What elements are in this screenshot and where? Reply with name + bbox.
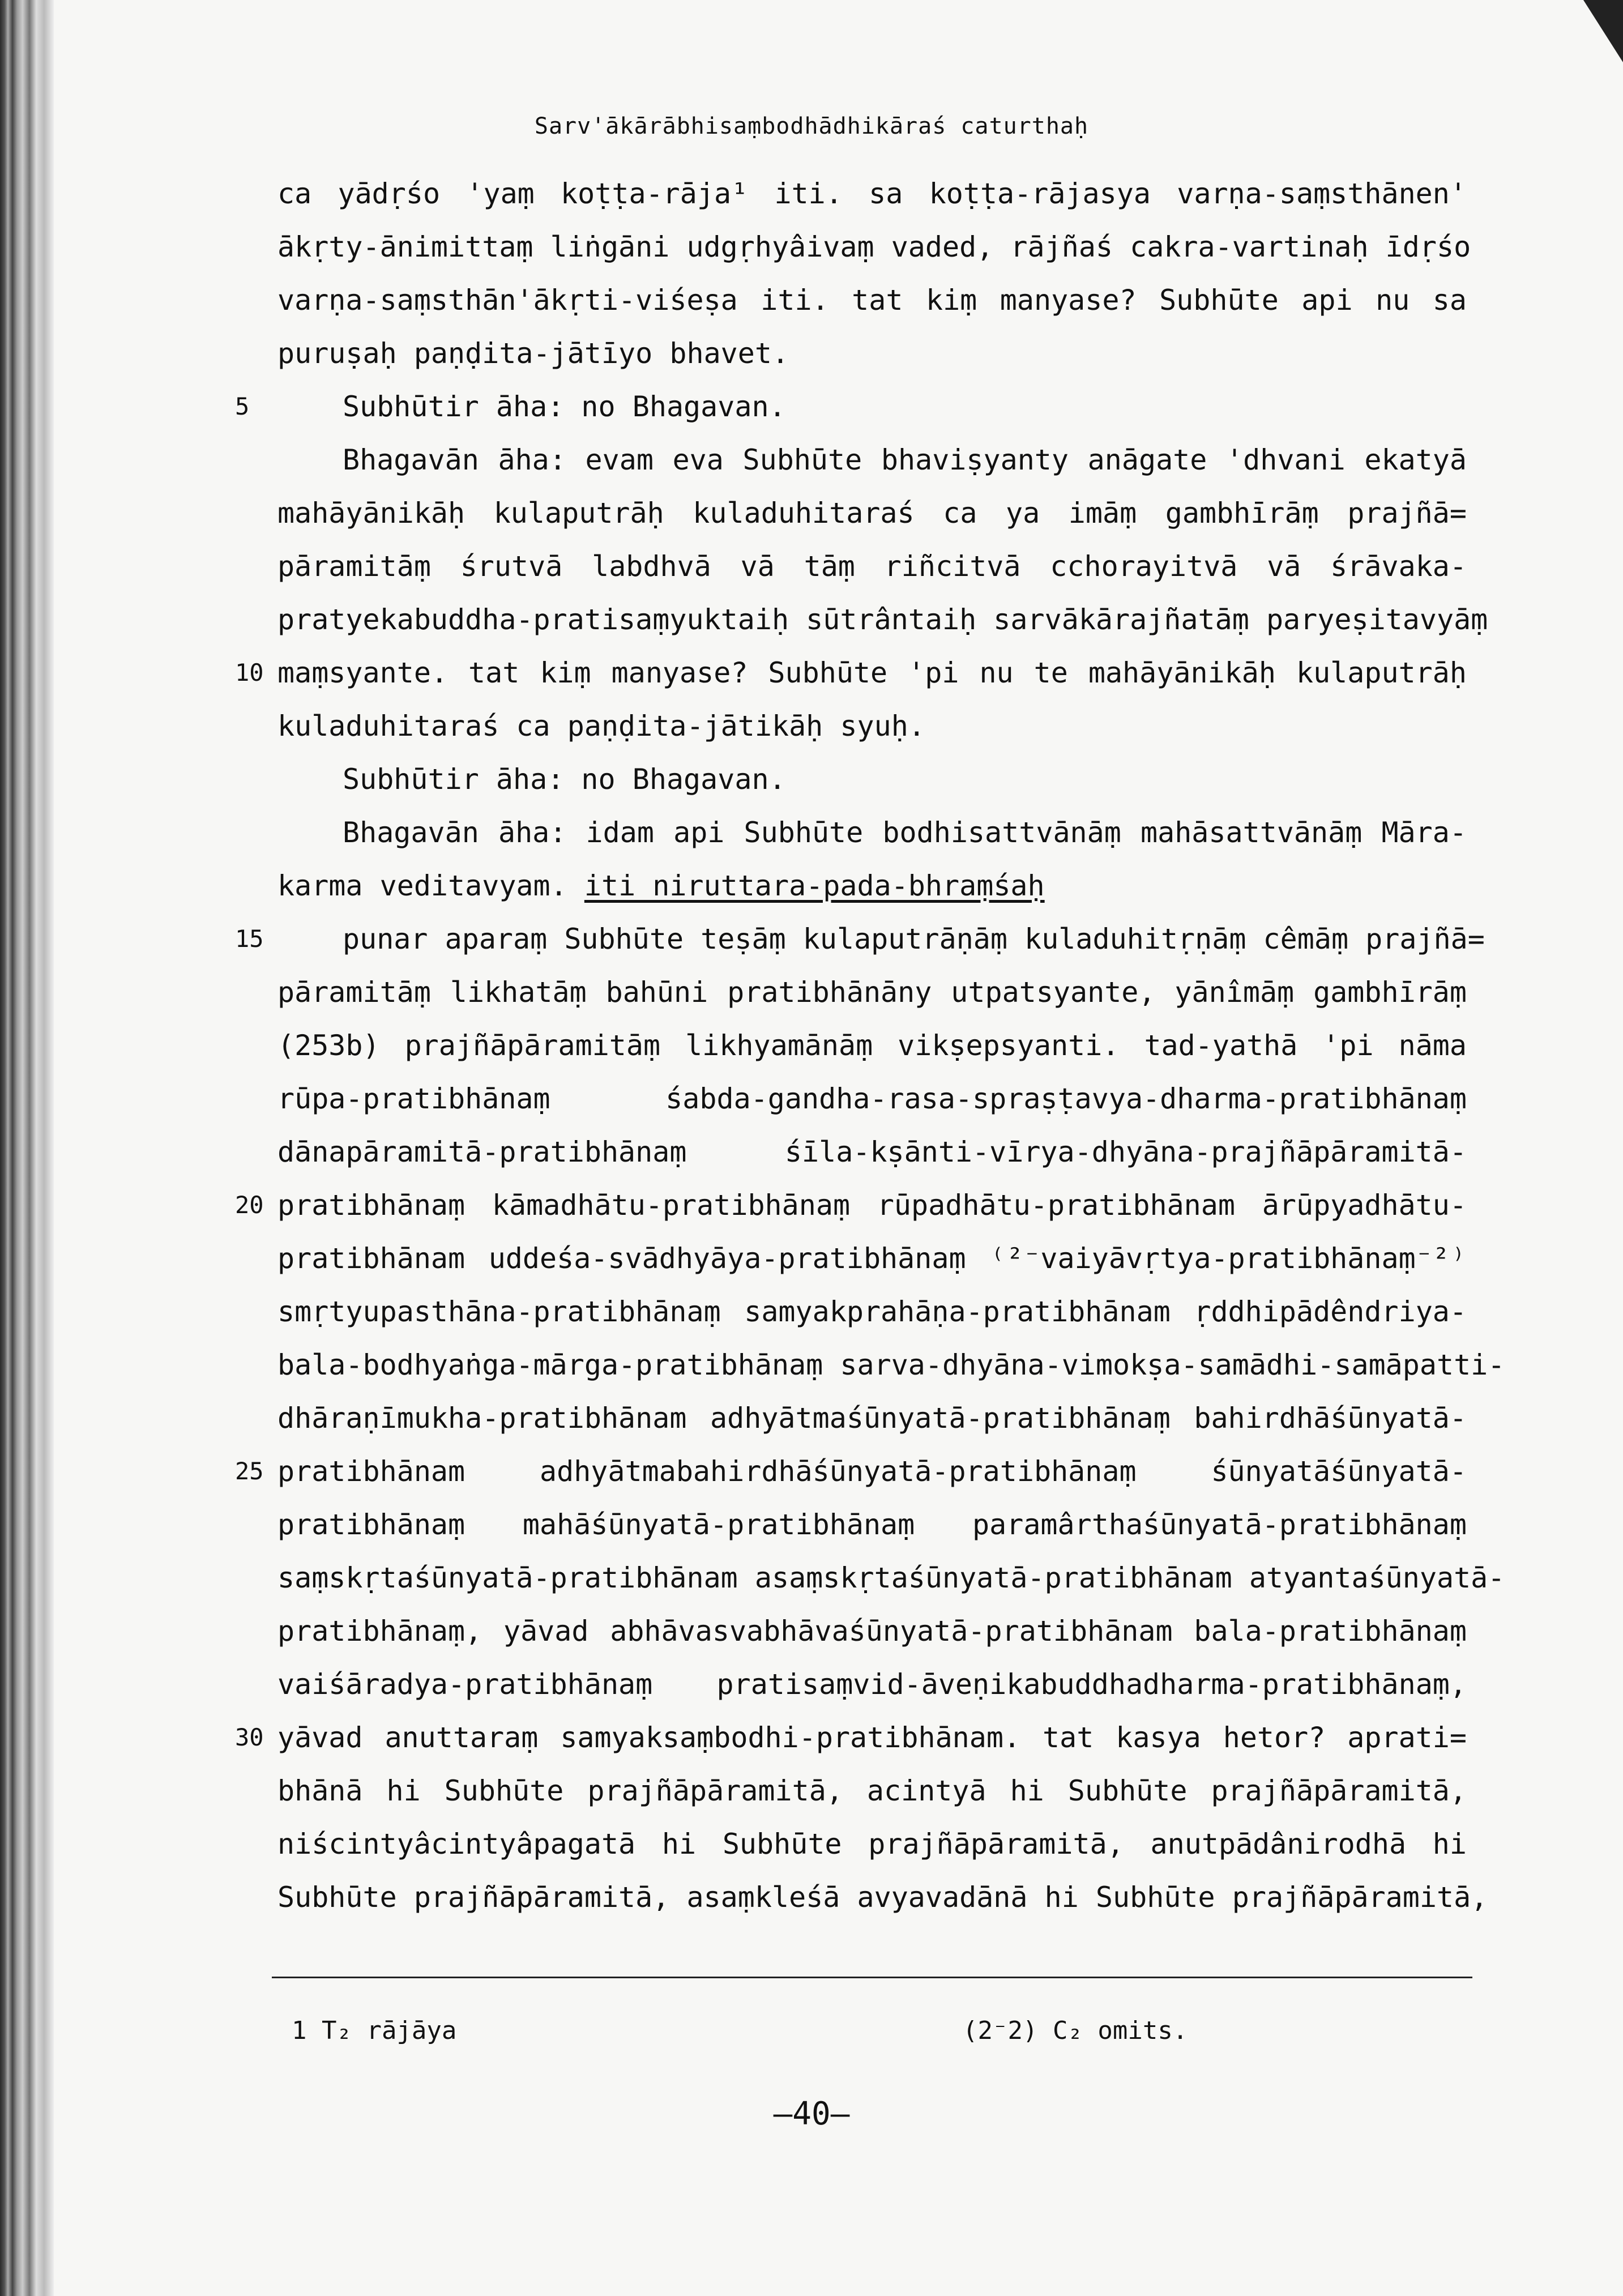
text-line xyxy=(277,699,1467,753)
line-number: 15 xyxy=(235,925,264,953)
line-text: pratyekabuddha-pratisaṃyuktaiḥ sūtrântaiḥ sarvākārajñatāṃ paryeṣitavyāṃ xyxy=(277,603,1488,636)
text-line xyxy=(277,540,1467,593)
text-line xyxy=(277,486,1467,540)
line-text: dānapāramitā-pratibhānaṃ śīla-kṣānti-vīrya-dhyāna-prajñāpāramitā- xyxy=(277,1136,1467,1168)
text-line xyxy=(277,1604,1467,1658)
line-text: niścintyâcintyâpagatā hi Subhūte prajñāpāramitā, anutpādânirodhā hi xyxy=(277,1828,1467,1860)
line-text: yāvad anuttaraṃ samyaksaṃbodhi-pratibhānam. tat kasya hetor? aprati= xyxy=(277,1721,1467,1754)
line-text: pratibhānaṃ mahāśūnyatā-pratibhānaṃ paramârthaśūnyatā-pratibhānaṃ xyxy=(277,1508,1467,1541)
line-text: saṃskṛtaśūnyatā-pratibhānam asaṃskṛtaśūnyatā-pratibhānam atyantaśūnyatā- xyxy=(277,1561,1505,1594)
text-line xyxy=(235,1445,1467,1498)
text-line xyxy=(277,1019,1467,1072)
page-corner-shadow xyxy=(1583,0,1623,62)
text-line xyxy=(277,220,1471,274)
text-line xyxy=(277,1285,1467,1338)
line-text: ca yādṛśo 'yaṃ koṭṭa-rāja¹ iti. sa koṭṭa-rājasya varṇa-saṃsthānen' xyxy=(277,177,1467,210)
line-text: punar aparaṃ Subhūte teṣāṃ kulaputrāṇāṃ kuladuhitṛṇāṃ cêmāṃ prajñā= xyxy=(343,923,1485,955)
text-line xyxy=(277,167,1467,220)
line-text: Subhūtir āha: no Bhagavan. xyxy=(343,390,786,423)
section-title-underlined: iti niruttara-pada-bhraṃśaḥ xyxy=(584,869,1045,902)
line-number: 20 xyxy=(235,1191,264,1219)
text-line xyxy=(277,753,1467,806)
text-line xyxy=(277,1338,1505,1392)
text-line xyxy=(235,912,1485,966)
line-text: pratibhānam uddeśa-svādhyāya-pratibhānaṃ ⁽²⁻vaiyāvṛtya-pratibhānaṃ⁻²⁾ xyxy=(277,1242,1467,1275)
line-text: mahāyānikāḥ kulaputrāḥ kuladuhitaraś ca ya imāṃ gambhīrāṃ prajñā= xyxy=(277,497,1467,530)
text-line xyxy=(277,1658,1467,1711)
line-text: pratibhānaṃ, yāvad abhāvasvabhāvaśūnyatā-pratibhānam bala-pratibhānaṃ xyxy=(277,1615,1467,1648)
text-body xyxy=(235,167,1505,1924)
line-text: Subhūtir āha: no Bhagavan. xyxy=(343,763,786,796)
text-line xyxy=(277,433,1467,486)
text-line xyxy=(277,966,1467,1019)
line-number: 5 xyxy=(235,392,250,420)
line-text: ākṛty-ānimittaṃ liṅgāni udgṛhyâivaṃ vaded, rājñaś cakra-vartinaḥ īdṛśo xyxy=(277,231,1471,263)
line-text: Subhūte prajñāpāramitā, asaṃkleśā avyavadānā hi Subhūte prajñāpāramitā, xyxy=(277,1881,1488,1914)
footnote-rule xyxy=(272,1977,1472,1978)
text-line xyxy=(277,1232,1467,1285)
line-text: vaiśāradya-pratibhānaṃ pratisaṃvid-āveṇikabuddhadharma-pratibhānaṃ, xyxy=(277,1668,1467,1701)
line-text: Bhagavān āha: evam eva Subhūte bhaviṣyanty anāgate 'dhvani ekatyā xyxy=(343,443,1467,476)
line-text: rūpa-pratibhānaṃ śabda-gandha-rasa-spraṣṭavya-dharma-pratibhānaṃ xyxy=(277,1082,1467,1115)
line-text: pāramitāṃ likhatāṃ bahūni pratibhānāny utpatsyante, yānîmāṃ gambhīrāṃ xyxy=(277,976,1467,1009)
book-binding-edge xyxy=(0,0,54,2296)
line-text: puruṣaḥ paṇḍita-jātīyo bhavet. xyxy=(277,337,789,370)
text-line xyxy=(235,380,1467,433)
line-number: 30 xyxy=(235,1723,264,1751)
running-head: Sarv'ākārābhisaṃbodhādhikāraś caturthaḥ xyxy=(534,113,1089,139)
line-text: dhāraṇīmukha-pratibhānam adhyātmaśūnyatā-pratibhānaṃ bahirdhāśūnyatā- xyxy=(277,1402,1467,1435)
line-text: bala-bodhyaṅga-mārga-pratibhānaṃ sarva-dhyāna-vimokṣa-samādhi-samāpatti- xyxy=(277,1348,1505,1381)
footnote-1: 1 T₂ rājāya xyxy=(292,2016,457,2045)
line-text: bhānā hi Subhūte prajñāpāramitā, acintyā hi Subhūte prajñāpāramitā, xyxy=(277,1774,1467,1807)
text-line xyxy=(277,1764,1467,1817)
line-text: pratibhānam adhyātmabahirdhāśūnyatā-pratibhānaṃ śūnyatāśūnyatā- xyxy=(277,1455,1467,1488)
line-text: smṛtyupasthāna-pratibhānaṃ samyakprahāṇa-pratibhānam ṛddhipādêndriya- xyxy=(277,1295,1467,1328)
footnote-2: (2⁻2) C₂ omits. xyxy=(963,2016,1188,2045)
line-text: karma veditavyam. xyxy=(277,869,567,902)
text-line xyxy=(277,1392,1467,1445)
text-line xyxy=(277,327,1467,380)
text-line xyxy=(235,1179,1467,1232)
line-number: 10 xyxy=(235,659,264,686)
text-line xyxy=(277,593,1488,646)
text-line xyxy=(277,1125,1467,1179)
line-text: pratibhānaṃ kāmadhātu-pratibhānaṃ rūpadhātu-pratibhānam ārūpyadhātu- xyxy=(277,1189,1467,1222)
page-number: —40— xyxy=(773,2096,850,2132)
text-line xyxy=(277,859,1467,912)
line-text: pāramitāṃ śrutvā labdhvā vā tāṃ riñcitvā cchorayitvā vā śrāvaka- xyxy=(277,550,1467,583)
text-line xyxy=(277,1871,1488,1924)
line-number: 25 xyxy=(235,1457,264,1485)
text-line xyxy=(277,806,1467,859)
line-text: kuladuhitaraś ca paṇḍita-jātikāḥ syuḥ. xyxy=(277,710,925,742)
text-line xyxy=(277,274,1467,327)
line-text: (253b) prajñāpāramitāṃ likhyamānāṃ vikṣepsyanti. tad-yathā 'pi nāma xyxy=(277,1029,1467,1062)
text-line xyxy=(235,1711,1467,1764)
line-text: varṇa-saṃsthān'ākṛti-viśeṣa iti. tat kiṃ manyase? Subhūte api nu sa xyxy=(277,284,1467,317)
text-line xyxy=(277,1072,1467,1125)
text-line xyxy=(277,1551,1505,1604)
line-text: Bhagavān āha: idam api Subhūte bodhisattvānāṃ mahāsattvānāṃ Māra- xyxy=(343,816,1467,849)
text-line xyxy=(277,1817,1467,1871)
text-line xyxy=(277,1498,1467,1551)
line-text: maṃsyante. tat kiṃ manyase? Subhūte 'pi nu te mahāyānikāḥ kulaputrāḥ xyxy=(277,656,1467,689)
text-line xyxy=(235,646,1467,699)
